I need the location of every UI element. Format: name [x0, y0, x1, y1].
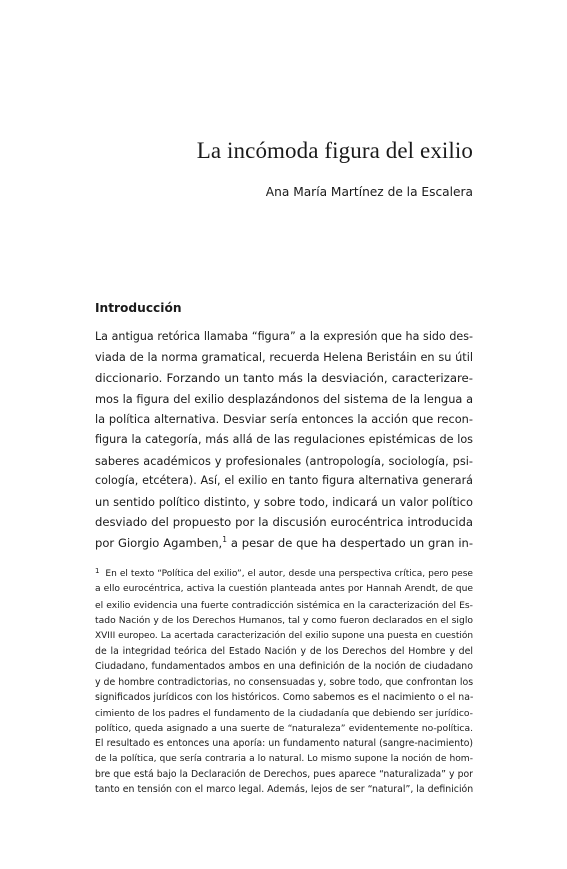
chapter-title: La incómoda figura del exilio	[196, 138, 473, 163]
footnote-line: Ciudadano, fundamentados ambos en una definición de la noción de ciudadano	[95, 661, 473, 673]
footnote-line: tanto en tensión con el marco legal. Además, lejos de ser “natural”, la definición	[95, 784, 474, 796]
body-line: diccionario. Forzando un tanto más la desviación, caracterizare-	[95, 371, 473, 386]
footnote-line: y de hombre contradictorias, no consensuadas y, sobre todo, que confrontan los	[95, 676, 474, 688]
section-heading: Introducción	[95, 301, 182, 315]
body-line: mos la figura del exilio desplazándonos del sistema de la lengua a	[95, 391, 473, 406]
footnote-line: cimiento de los padres el fundamento de la ciudadanía que debiendo ser jurídico-	[95, 707, 473, 719]
footnote-line: de la integridad teórica del Estado Nación y de los Derechos del Hombre y del	[95, 645, 473, 657]
body-line: desviado del propuesto por la discusión eurocéntrica introducida	[95, 515, 473, 530]
footnote-line: el exilio evidencia una fuerte contradicción sistémica en la caracterización del Es-	[95, 599, 473, 611]
body-paragraph	[95, 327, 473, 554]
footnote-line	[95, 567, 473, 582]
footnote-reference[interactable]: 1	[222, 534, 227, 544]
footnote-line: de la política, que sería contraria a lo natural. Lo mismo supone la noción de hom-	[95, 753, 473, 764]
author-name: Ana María Martínez de la Escalera	[265, 185, 473, 199]
body-line-text: por Giorgio Agamben,	[95, 535, 223, 550]
footnote-marker: 1	[95, 567, 100, 575]
body-line-last	[95, 533, 473, 554]
footnote-line: significados jurídicos con los históricos. Como sabemos es el nacimiento o el na-	[95, 692, 474, 704]
footnote-line: bre que está bajo la Declaración de Derechos, pues aparece “naturalizada” y por	[95, 769, 473, 781]
footnote-line: político, queda asignado a una suerte de “naturaleza” evidentemente no-política.	[95, 722, 473, 734]
footnote-line: El resultado es entonces una aporía: un fundamento natural (sangre-nacimiento)	[95, 738, 473, 750]
footnote	[95, 567, 473, 798]
footnote-line: a ello eurocéntrica, activa la cuestión planteada antes por Hannah Arendt, de que	[95, 584, 473, 595]
body-line-text: a pesar de que ha despertado un gran in-	[226, 535, 474, 550]
body-line: la política alternativa. Desviar sería entonces la acción que recon-	[95, 412, 473, 427]
footnote-text: En el texto “Política del exilio”, el autor, desde una perspectiva crítica, pero pese	[105, 569, 473, 579]
body-line: cología, etcétera). Así, el exilio en tanto figura alternativa generará	[95, 474, 473, 488]
footnote-line: XVIII europeo. La acertada caracterización del exilio supone una puesta en cuestión	[95, 630, 473, 641]
body-line: saberes académicos y profesionales (antropología, sociología, psi-	[95, 453, 473, 468]
body-line: un sentido político distinto, y sobre todo, indicará un valor político	[95, 494, 473, 509]
footnote-line: tado Nación y de los Derechos Humanos, tal y como fueron declarados en el siglo	[95, 615, 473, 627]
body-line: figura la categoría, más allá de las regulaciones epistémicas de los	[95, 432, 473, 446]
body-line: La antigua retórica llamaba “figura” a la expresión que ha sido des-	[95, 330, 473, 343]
body-line: viada de la norma gramatical, recuerda Helena Beristáin en su útil	[95, 350, 473, 364]
